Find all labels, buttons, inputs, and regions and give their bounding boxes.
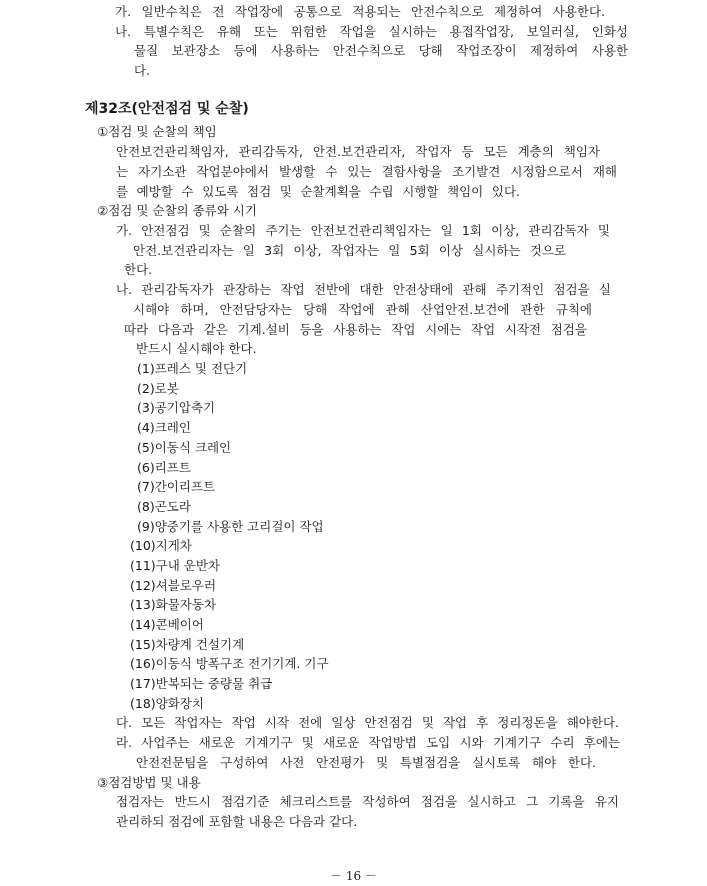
clause-line: 따라 다음과 같은 기계.설비 등을 사용하는 작업 시에는 작업 시작전 점검을 xyxy=(124,322,587,337)
page-number: － 16 － xyxy=(330,869,377,883)
list-item: (18)양화장치 xyxy=(130,696,204,711)
clause-line: 한다. xyxy=(124,262,153,277)
article-title: 제32조(안전점검 및 순찰) xyxy=(85,101,249,117)
list-item: (6)리프트 xyxy=(137,460,191,475)
list-item: (4)크레인 xyxy=(137,420,191,435)
paragraph-line: 점검자는 반드시 점검기준 체크리스트를 작성하여 점검을 실시하고 그 기록을 유지 xyxy=(116,794,619,809)
clause-line: 가. 안전점검 및 순찰의 주기는 안전보건관리책임자는 일 1회 이상, 관리감독자 및 xyxy=(116,223,610,238)
list-item: (2)로봇 xyxy=(137,381,179,396)
list-item: (9)양중기를 사용한 고리걸이 작업 xyxy=(137,519,324,534)
list-item: (8)곤도라 xyxy=(137,499,191,514)
list-item: (5)이동식 크레인 xyxy=(137,440,232,455)
paragraph-line: 는 자기소관 작업분야에서 발생할 수 있는 결함사항을 조기발견 시정함으로서 재해 xyxy=(116,164,617,179)
list-item: (10)지게차 xyxy=(130,538,192,553)
list-item: (16)이동식 방폭구조 전기기계. 기구 xyxy=(130,656,329,671)
list-item: (11)구내 운반차 xyxy=(130,558,221,573)
list-item: (13)화물자동차 xyxy=(130,597,217,612)
clause-na-continuation: 물질 보관장소 등에 사용하는 안전수칙으로 당해 작업조장이 제정하여 사용한 xyxy=(134,43,628,58)
list-item: (3)공기압축기 xyxy=(137,400,216,415)
list-item: (1)프레스 및 전단기 xyxy=(137,361,248,376)
list-item: (15)차량계 건설기계 xyxy=(130,637,245,652)
clause-line: 나. 관리감독자가 관장하는 작업 전반에 대한 안전상태에 관해 주기적인 점검을 실 xyxy=(116,282,611,297)
list-item: (14)콘베이어 xyxy=(130,617,204,632)
clause-line: 안전.보건관리자는 일 3회 이상, 작업자는 일 5회 이상 실시하는 것으로 xyxy=(133,243,566,258)
paragraph-line: 를 예방할 수 있도록 점검 및 순찰계획을 수립 시행할 책임이 있다. xyxy=(116,184,520,199)
list-item: (17)반복되는 중량물 취급 xyxy=(130,676,273,691)
paragraph-line: 관리하되 점검에 포함할 내용은 다음과 같다. xyxy=(116,814,358,829)
clause-line: 라. 사업주는 새로운 기계기구 및 새로운 작업방법 도입 시와 기계기구 수리 후에는 xyxy=(116,735,620,750)
section-heading: ①점검 및 순찰의 책임 xyxy=(97,124,217,139)
section-heading: ③점검방법 및 내용 xyxy=(97,775,201,790)
list-item: (7)간이리프트 xyxy=(137,479,216,494)
clause-na-continuation: 다. xyxy=(134,63,151,78)
list-item: (12)셔블로우러 xyxy=(130,578,217,593)
section-heading: ②점검 및 순찰의 종류와 시기 xyxy=(97,203,257,218)
clause-line: 다. 모든 작업자는 작업 시작 전에 일상 안전점검 및 작업 후 정리정돈을 해야한다. xyxy=(116,715,619,730)
clause-line: 반드시 실시해야 한다. xyxy=(136,341,257,356)
clause-line: 안전전문팀을 구성하여 사전 안전평가 및 특별점검을 실시토록 해야 한다. xyxy=(136,755,596,770)
clause-ga-general-rules: 가. 일반수칙은 전 작업장에 공통으로 적용되는 안전수칙으로 제정하여 사용한다. xyxy=(115,4,605,19)
clause-line: 시해야 하며, 안전담당자는 당해 작업에 관해 산업안전.보건에 관한 규칙에 xyxy=(133,302,592,317)
paragraph-line: 안전보건관리책임자, 관리감독자, 안전.보건관리자, 작업자 등 모든 계층의 책임자 xyxy=(116,144,600,159)
clause-na-special-rules: 나. 특별수칙은 유해 또는 위험한 작업을 실시하는 용접작업장, 보일러실, 인화성 xyxy=(115,24,628,39)
